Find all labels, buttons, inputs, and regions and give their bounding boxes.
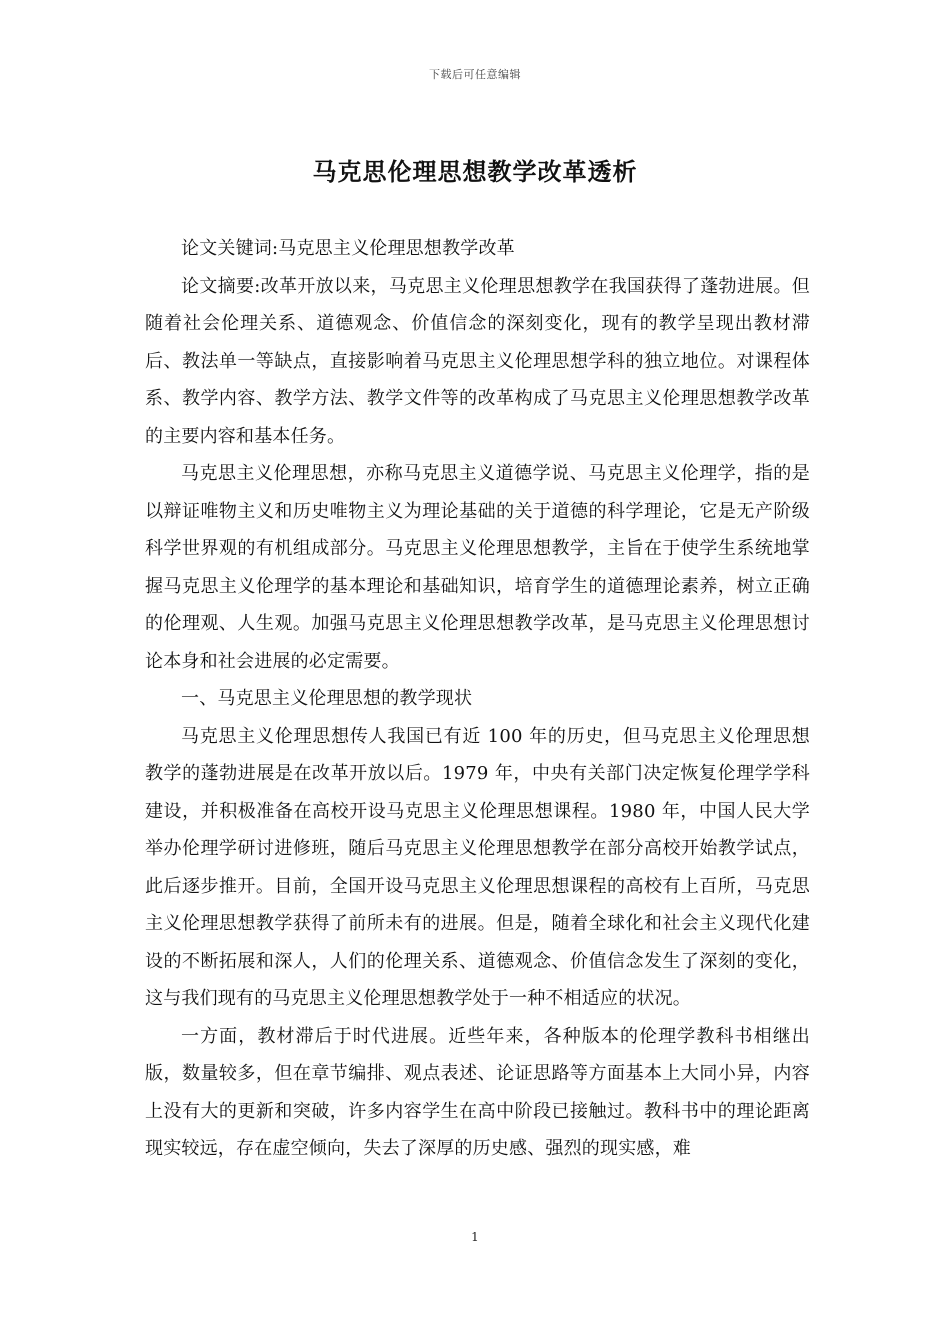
document-title: 马克思伦理思想教学改革透析 (312, 157, 638, 186)
header-note: 下载后可任意编辑 (429, 68, 521, 81)
body-paragraph: 马克思主义伦理思想传人我国已有近 100 年的历史，但马克思主义伦理思想教学的蓬勃进展是在改革开放以后。1979 年，中央有关部门决定恢复伦理学学科建设，并积极准备在高校开设马克思主义伦理思想课程。1980 年，中国人民大学举办伦理学研讨进修班，随后马克思主义伦理思想教学在部分高校开始教学试点，此后逐步推开。目前，全国开设马克思主义伦理思想课程的高校有上百所，马克思主义伦理思想教学获得了前所未有的进展。但是，随着全球化和社会主义现代化建设的不断拓展和深人，人们的伦理关系、道德观念、价值信念发生了深刻的变化，这与我们现有的马克思主义伦理思想教学处于一种不相适应的状况。 (145, 725, 810, 1009)
document-body (145, 230, 810, 1168)
section-heading: 一、马克思主义伦理思想的教学现状 (181, 688, 473, 709)
abstract-paragraph: 论文摘要:改革开放以来，马克思主义伦理思想教学在我国获得了蓬勃进展。但随着社会伦理关系、道德观念、价值信念的深刻变化，现有的教学呈现出教材滞后、教法单一等缺点，直接影响着马克思主义伦理思想学科的独立地位。对课程体系、教学内容、教学方法、教学文件等的改革构成了马克思主义伦理思想教学改革的主要内容和基本任务。 (145, 275, 810, 447)
body-paragraph: 马克思主义伦理思想，亦称马克思主义道德学说、马克思主义伦理学，指的是以辩证唯物主义和历史唯物主义为理论基础的关于道德的科学理论，它是无产阶级科学世界观的有机组成部分。马克思主义伦理思想教学，主旨在于使学生系统地掌握马克思主义伦理学的基本理论和基础知识，培育学生的道德理论素养，树立正确的伦理观、人生观。加强马克思主义伦理思想教学改革，是马克思主义伦理思想讨论本身和社会进展的必定需要。 (145, 463, 810, 672)
keywords-paragraph: 论文关键词:马克思主义伦理思想教学改革 (181, 238, 515, 259)
body-paragraph: 一方面，教材滞后于时代进展。近些年来，各种版本的伦理学教科书相继出版，数量较多，但在章节编排、观点表述、论证思路等方面基本上大同小异，内容上没有大的更新和突破，许多内容学生在高中阶段已接触过。教科书中的理论距离现实较远，存在虚空倾向，失去了深厚的历史感、强烈的现实感，难 (145, 1025, 810, 1159)
page-number: 1 (471, 1230, 479, 1244)
